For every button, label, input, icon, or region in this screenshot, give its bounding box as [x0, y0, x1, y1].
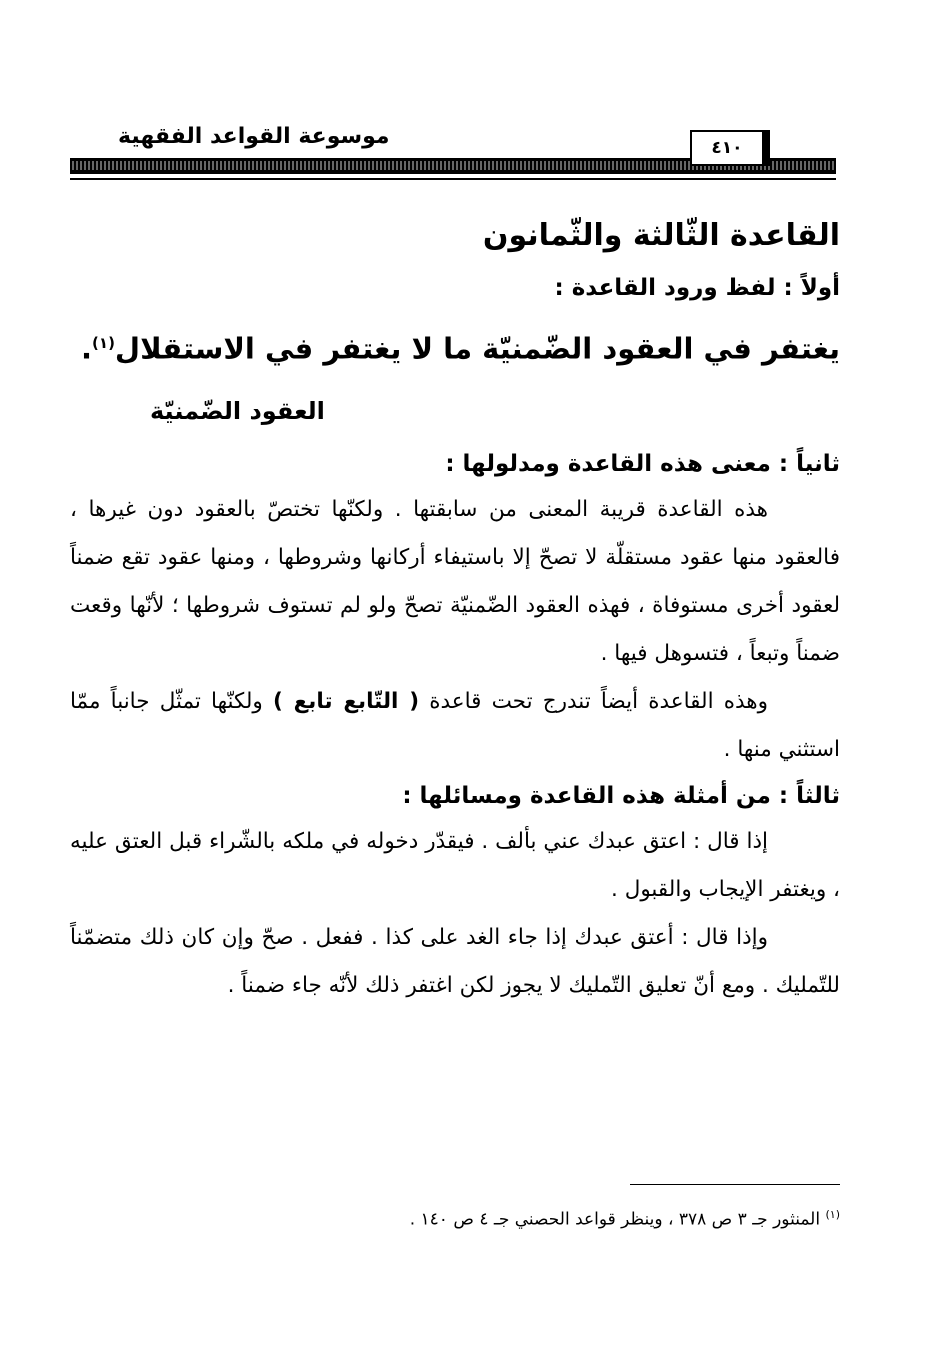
meaning-paragraph-2-start: وهذه القاعدة أيضاً تندرج تحت قاعدة — [429, 688, 768, 714]
footnote — [180, 1200, 840, 1235]
page-body — [70, 206, 840, 1010]
section-heading-3: ثالثاً : من أمثلة هذه القاعدة ومسائلها : — [402, 782, 840, 809]
rule-title: القاعدة الثّالثة والثّمانون — [482, 218, 840, 253]
footnote-ref: (١) — [92, 334, 115, 352]
section-heading-2: ثانياً : معنى هذه القاعدة ومدلولها : — [445, 450, 840, 477]
example-paragraph-2: وإذا قال : أعتق عبدك إذا جاء الغد على كذا . ففعل . صحّ وإن كان ذلك متضمّناً للتّمليك . ومع أنّ تعليق التّمليك لا يجوز لكن اغتفر ذلك لأنّه جاء ضمناً . — [70, 924, 840, 998]
rule-statement-text: يغتفر في العقود الضّمنيّة ما لا يغتفر في الاستقلال — [114, 331, 840, 366]
meaning-paragraph-1: هذه القاعدة قريبة المعنى من سابقتها . ولكنّها تختصّ بالعقود دون غيرها ، فالعقود منها عقود مستقلّة لا تصحّ إلا باستيفاء أركانها وشروطها ، ومنها عقود تقع ضمناً لعقود أخرى مستوفاة ، فهذه العقود الضّمنيّة تصحّ ولو لم تستوف شروطها ؛ لأنّها وقعت ضمناً وتبعاً ، فتسوهل فيها . — [70, 496, 840, 666]
rule-statement-end: . — [81, 331, 93, 366]
section-heading-1: أولاً : لفظ ورود القاعدة : — [554, 275, 840, 301]
meaning-paragraph-2-end: ولكنّها تمثّل جانباً ممّا استثني منها . — [70, 688, 840, 762]
rule-subheading: العقود الضّمنيّة — [150, 396, 325, 425]
rule-statement — [70, 314, 840, 378]
example-paragraph-1: إذا قال : اعتق عبدك عني بألف . فيقدّر دخوله في ملكه بالشّراء قبل العتق عليه ، ويغتفر الإيجاب والقبول . — [70, 828, 840, 902]
related-rule-ref: ( التّابع تابع ) — [272, 688, 420, 714]
page-number: ٤١٠ — [711, 138, 743, 158]
footnote-marker: (١) — [825, 1208, 840, 1221]
footnote-text: المنثور جـ ٣ ص ٣٧٨ ، وينظر قواعد الحصني جـ ٤ ص ١٤٠ . — [409, 1209, 821, 1230]
footnote-separator — [630, 1184, 840, 1185]
running-header-title: موسوعة القواعد الفقهية — [118, 124, 390, 149]
meaning-paragraph-2 — [70, 678, 840, 774]
page-number-box — [690, 130, 770, 166]
header-rule-thin — [70, 178, 836, 180]
